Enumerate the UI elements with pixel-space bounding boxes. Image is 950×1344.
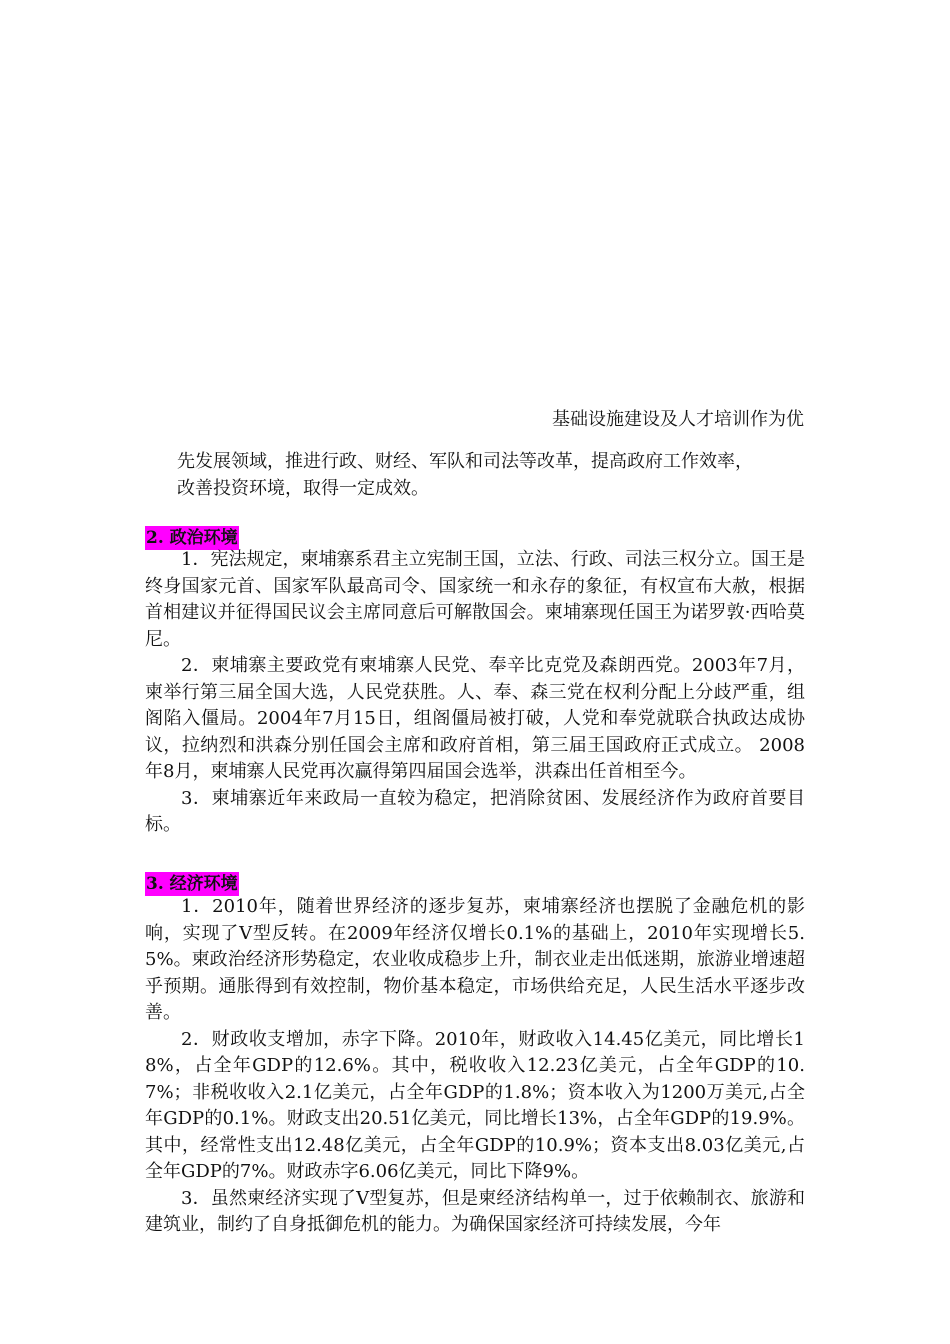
economy-section-body — [145, 894, 805, 1239]
paragraph: 3．柬埔寨近年来政局一直较为稳定，把消除贫困、发展经济作为政府首要目标。 — [145, 787, 805, 835]
section-heading-economy: 3. 经济环境 — [146, 874, 238, 894]
paragraph: 2．柬埔寨主要政党有柬埔寨人民党、奉辛比克党及森朗西党。2003年7月，柬举行第三届全国大选，人民党获胜。人、奉、森三党在权利分配上分歧严重，组阁陷入僵局。2004年7月15日，组阁僵局被打破，人党和奉党就联合执政达成协议，拉纳烈和洪森分别任国会主席和政府首相，第三届王国政府正式成立。 2008年8月，柬埔寨人民党再次赢得第四届国会选举，洪森出任首相至今。 — [145, 655, 805, 782]
intro-line: 先发展领域，推进行政、财经、军队和司法等改革，提高政府工作效率， — [177, 451, 753, 472]
paragraph: 1．宪法规定，柬埔寨系君主立宪制王国，立法、行政、司法三权分立。国王是终身国家元首、国家军队最高司令、国家统一和永存的象征，有权宣布大赦，根据首相建议并征得国民议会主席同意后可解散国会。柬埔寨现任国王为诺罗敦·西哈莫尼。 — [145, 549, 805, 650]
intro-line: 改善投资环境，取得一定成效。 — [177, 478, 429, 499]
politics-section-body — [145, 547, 805, 839]
paragraph: 3．虽然柬经济实现了V型复苏，但是柬经济结构单一，过于依赖制衣、旅游和建筑业，制约了自身抵御危机的能力。为确保国家经济可持续发展，今年 — [145, 1187, 805, 1235]
paragraph: 1．2010年，随着世界经济的逐步复苏，柬埔寨经济也摆脱了金融危机的影响，实现了V型反转。在2009年经济仅增长0.1%的基础上，2010年实现增长5.5%。柬政治经济形势稳定，农业收成稳步上升，制衣业走出低迷期，旅游业增速超乎预期。通胀得到有效控制，物价基本稳定，市场供给充足，人民生活水平逐步改善。 — [145, 896, 805, 1023]
section-heading-politics: 2. 政治环境 — [146, 528, 238, 548]
paragraph: 2．财政收支增加，赤字下降。2010年，财政收入14.45亿美元，同比增长18%，占全年GDP的12.6%。其中，税收收入12.23亿美元，占全年GDP的10.7%；非税收收入2.1亿美元，占全年GDP的1.8%；资本收入为1200万美元,占全年GDP的0.1%。财政支出20.51亿美元，同比增长13%，占全年GDP的19.9%。其中，经常性支出12.48亿美元，占全年GDP的10.9%；资本支出8.03亿美元,占全年GDP的7%。财政赤字6.06亿美元，同比下降9%。 — [145, 1028, 805, 1182]
continuation-line: 基础设施建设及人才培训作为优 — [552, 409, 804, 430]
